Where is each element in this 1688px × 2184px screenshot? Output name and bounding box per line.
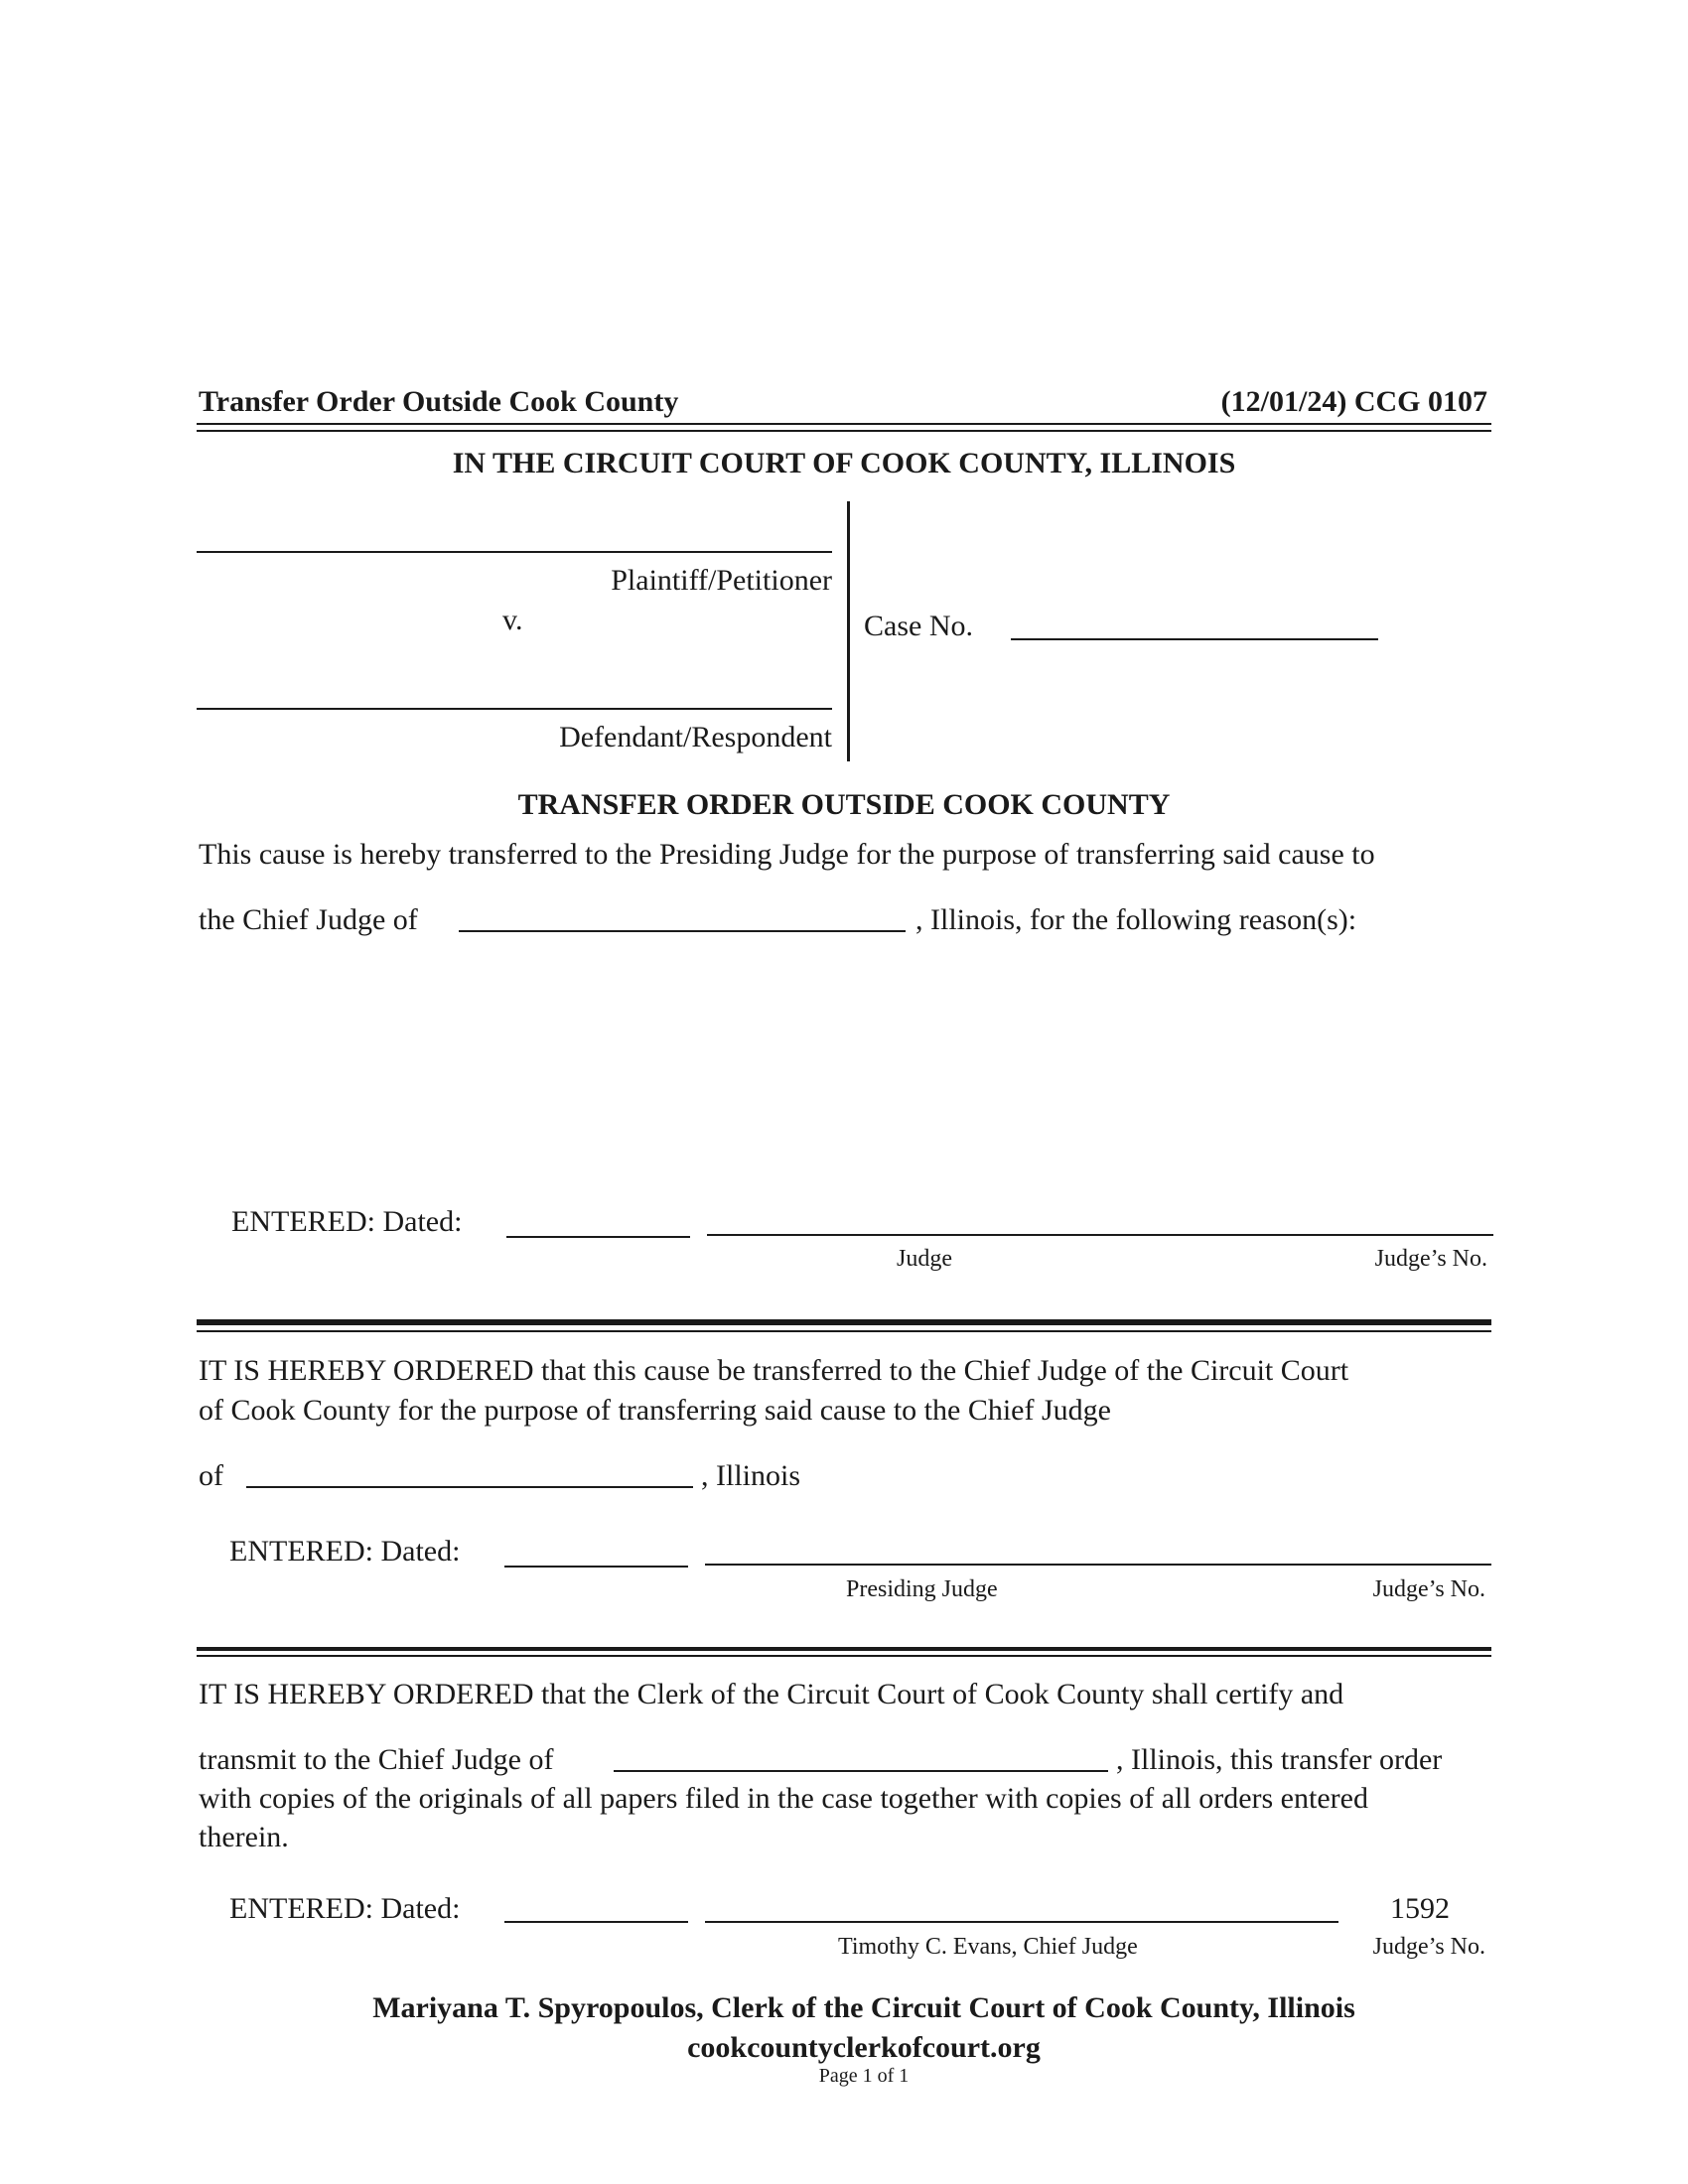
section2-county-field[interactable] (246, 1486, 693, 1488)
section2-divider-thin (197, 1655, 1491, 1657)
versus-label: v. (502, 604, 523, 636)
section2-entered-label: ENTERED: Dated: (229, 1535, 461, 1568)
section3-text-line3: with copies of the originals of all papers filed in the case together with copies of all orders entered (199, 1782, 1368, 1815)
section3-date-field[interactable] (504, 1921, 688, 1923)
section1-text-line1: This cause is hereby transferred to the Presiding Judge for the purpose of transferring said cause to (199, 838, 1375, 871)
section2-of-suffix: , Illinois (701, 1459, 801, 1492)
section3-text-line1: IT IS HEREBY ORDERED that the Clerk of the Circuit Court of Cook County shall certify and (199, 1678, 1344, 1710)
court-title: IN THE CIRCUIT COURT OF COOK COUNTY, ILLINOIS (452, 447, 1236, 479)
form-code: (12/01/24) CCG 0107 (1220, 385, 1487, 418)
section1-county-field[interactable] (459, 930, 906, 932)
section2-divider-thick (197, 1647, 1491, 1651)
section2-date-field[interactable] (504, 1566, 688, 1568)
order-title: TRANSFER ORDER OUTSIDE COOK COUNTY (517, 788, 1171, 821)
section1-text-prefix: the Chief Judge of (199, 903, 418, 936)
section2-judge-label: Presiding Judge (846, 1576, 998, 1602)
plaintiff-field[interactable] (197, 551, 832, 553)
section3-county-field[interactable] (614, 1770, 1108, 1772)
section3-text-line4: therein. (199, 1821, 289, 1853)
section2-judge-no-label: Judge’s No. (1372, 1576, 1485, 1602)
reasons-area[interactable] (199, 943, 1489, 1191)
footer-website[interactable]: cookcountyclerkofcourt.org (687, 2031, 1041, 2064)
form-title: Transfer Order Outside Cook County (199, 385, 679, 418)
caption-divider (847, 501, 850, 761)
section1-divider-thin (197, 1330, 1491, 1332)
footer-page-number: Page 1 of 1 (818, 2065, 910, 2087)
section1-divider-thick (197, 1319, 1491, 1325)
section3-entered-label: ENTERED: Dated: (229, 1892, 461, 1925)
section1-entered-label: ENTERED: Dated: (231, 1205, 463, 1238)
section2-of-prefix: of (199, 1459, 223, 1492)
section1-text-suffix: , Illinois, for the following reason(s): (915, 903, 1357, 936)
case-no-label: Case No. (864, 610, 973, 642)
plaintiff-label: Plaintiff/Petitioner (611, 564, 832, 597)
defendant-field[interactable] (197, 708, 832, 710)
header-rule-bottom (197, 430, 1491, 432)
section3-text-suffix: , Illinois, this transfer order (1116, 1743, 1443, 1776)
section2-text-line1: IT IS HEREBY ORDERED that this cause be transferred to the Chief Judge of the Circuit Court (199, 1354, 1349, 1387)
section1-judge-label: Judge (897, 1246, 952, 1272)
footer-clerk: Mariyana T. Spyropoulos, Clerk of the Circuit Court of Cook County, Illinois (372, 1991, 1355, 2024)
section1-judge-no-label: Judge’s No. (1374, 1246, 1487, 1272)
section3-text-prefix: transmit to the Chief Judge of (199, 1743, 554, 1776)
defendant-label: Defendant/Respondent (559, 721, 832, 753)
section3-judge-signature-line[interactable] (705, 1921, 1338, 1923)
case-no-field[interactable] (1011, 638, 1378, 640)
header-rule-top (197, 423, 1491, 425)
section2-text-line2: of Cook County for the purpose of transferring said cause to the Chief Judge (199, 1394, 1111, 1427)
section1-date-field[interactable] (506, 1236, 690, 1238)
section1-judge-signature-line[interactable] (707, 1234, 1493, 1236)
section3-judge-label: Timothy C. Evans, Chief Judge (838, 1934, 1138, 1960)
section3-judge-no-label: Judge’s No. (1372, 1934, 1485, 1960)
section3-judge-no-value: 1592 (1390, 1892, 1450, 1925)
section2-judge-signature-line[interactable] (705, 1564, 1491, 1566)
